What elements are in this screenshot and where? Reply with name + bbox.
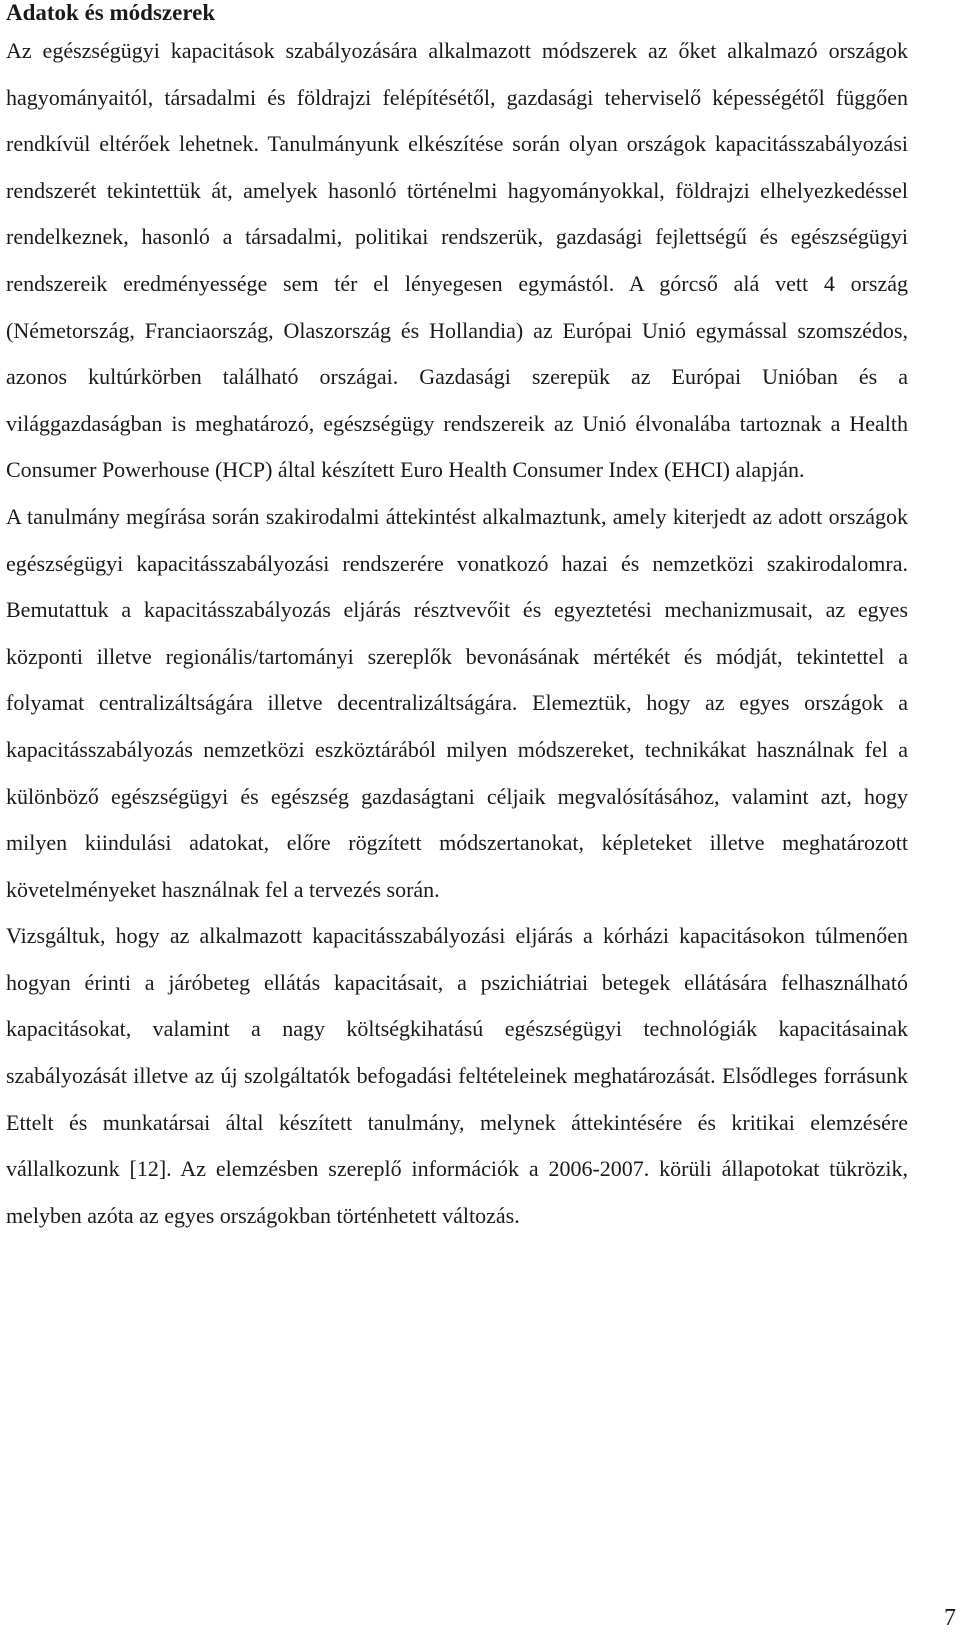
paragraph-1: Az egészségügyi kapacitások szabályozására alkalmazott módszerek az őket alkalmazó országok hagyományaitól, társadalmi és földrajzi felépítésétől, gazdasági teherviselő képességétől függően rendkívül eltérőek lehetnek. Tanulmányunk elkészítése során olyan országok kapacitásszabályozási rendszerét tekintettük át, amelyek hasonló történelmi hagyományokkal, földrajzi elhelyezkedéssel rendelkeznek, hasonló a társadalmi, politikai rendszerük, gazdasági fejlettségű és egészségügyi rendszereik eredményessége sem tér el lényegesen egymástól. A górcső alá vett 4 ország (Németország, Franciaország, Olaszország és Hollandia) az Európai Unió egymással szomszédos, azonos kultúrkörben található országai. Gazdasági szerepük az Európai Unióban és a világgazdaságban is meghatározó, egészségügy rendszereik az Unió élvonalába tartoznak a Health Consumer Powerhouse (HCP) által készített Euro Health Consumer Index (EHCI) alapján. bbox=[6, 38, 908, 483]
paragraph-3: Vizsgáltuk, hogy az alkalmazott kapacitásszabályozási eljárás a kórházi kapacitásokon túlmenően hogyan érinti a járóbeteg ellátás kapacitásait, a pszichiátriai betegek ellátására felhasználható kapacitásokat, valamint a nagy költségkihatású egészségügyi technológiák kapacitásainak szabályozását illetve az új szolgáltatók befogadási feltételeinek meghatározását. Elsődleges forrásunk Ettelt és munkatársai által készített tanulmány, melynek áttekintésére és kritikai elemzésére vállalkozunk [12]. Az elemzésben szereplő információk a 2006-2007. körüli állapotokat tükrözik, melyben azóta az egyes országokban történhetett változás. bbox=[6, 923, 908, 1228]
page-number: 7 bbox=[944, 1605, 956, 1631]
document-page bbox=[6, 0, 908, 1239]
section-heading: Adatok és módszerek bbox=[6, 0, 216, 25]
paragraph-2: A tanulmány megírása során szakirodalmi áttekintést alkalmaztunk, amely kiterjedt az adott országok egészségügyi kapacitásszabályozási rendszerére vonatkozó hazai és nemzetközi szakirodalomra. Bemutattuk a kapacitásszabályozás eljárás résztvevőit és egyeztetési mechanizmusait, az egyes központi illetve regionális/tartományi szereplők bevonásának mértékét és módját, tekintettel a folyamat centralizáltságára illetve decentralizáltságára. Elemeztük, hogy az egyes országok a kapacitásszabályozás nemzetközi eszköztárából milyen módszereket, technikákat használnak fel a különböző egészségügyi és egészség gazdaságtani céljaik megvalósításához, valamint azt, hogy milyen kiindulási adatokat, előre rögzített módszertanokat, képleteket illetve meghatározott követelményeket használnak fel a tervezés során. bbox=[6, 503, 908, 902]
